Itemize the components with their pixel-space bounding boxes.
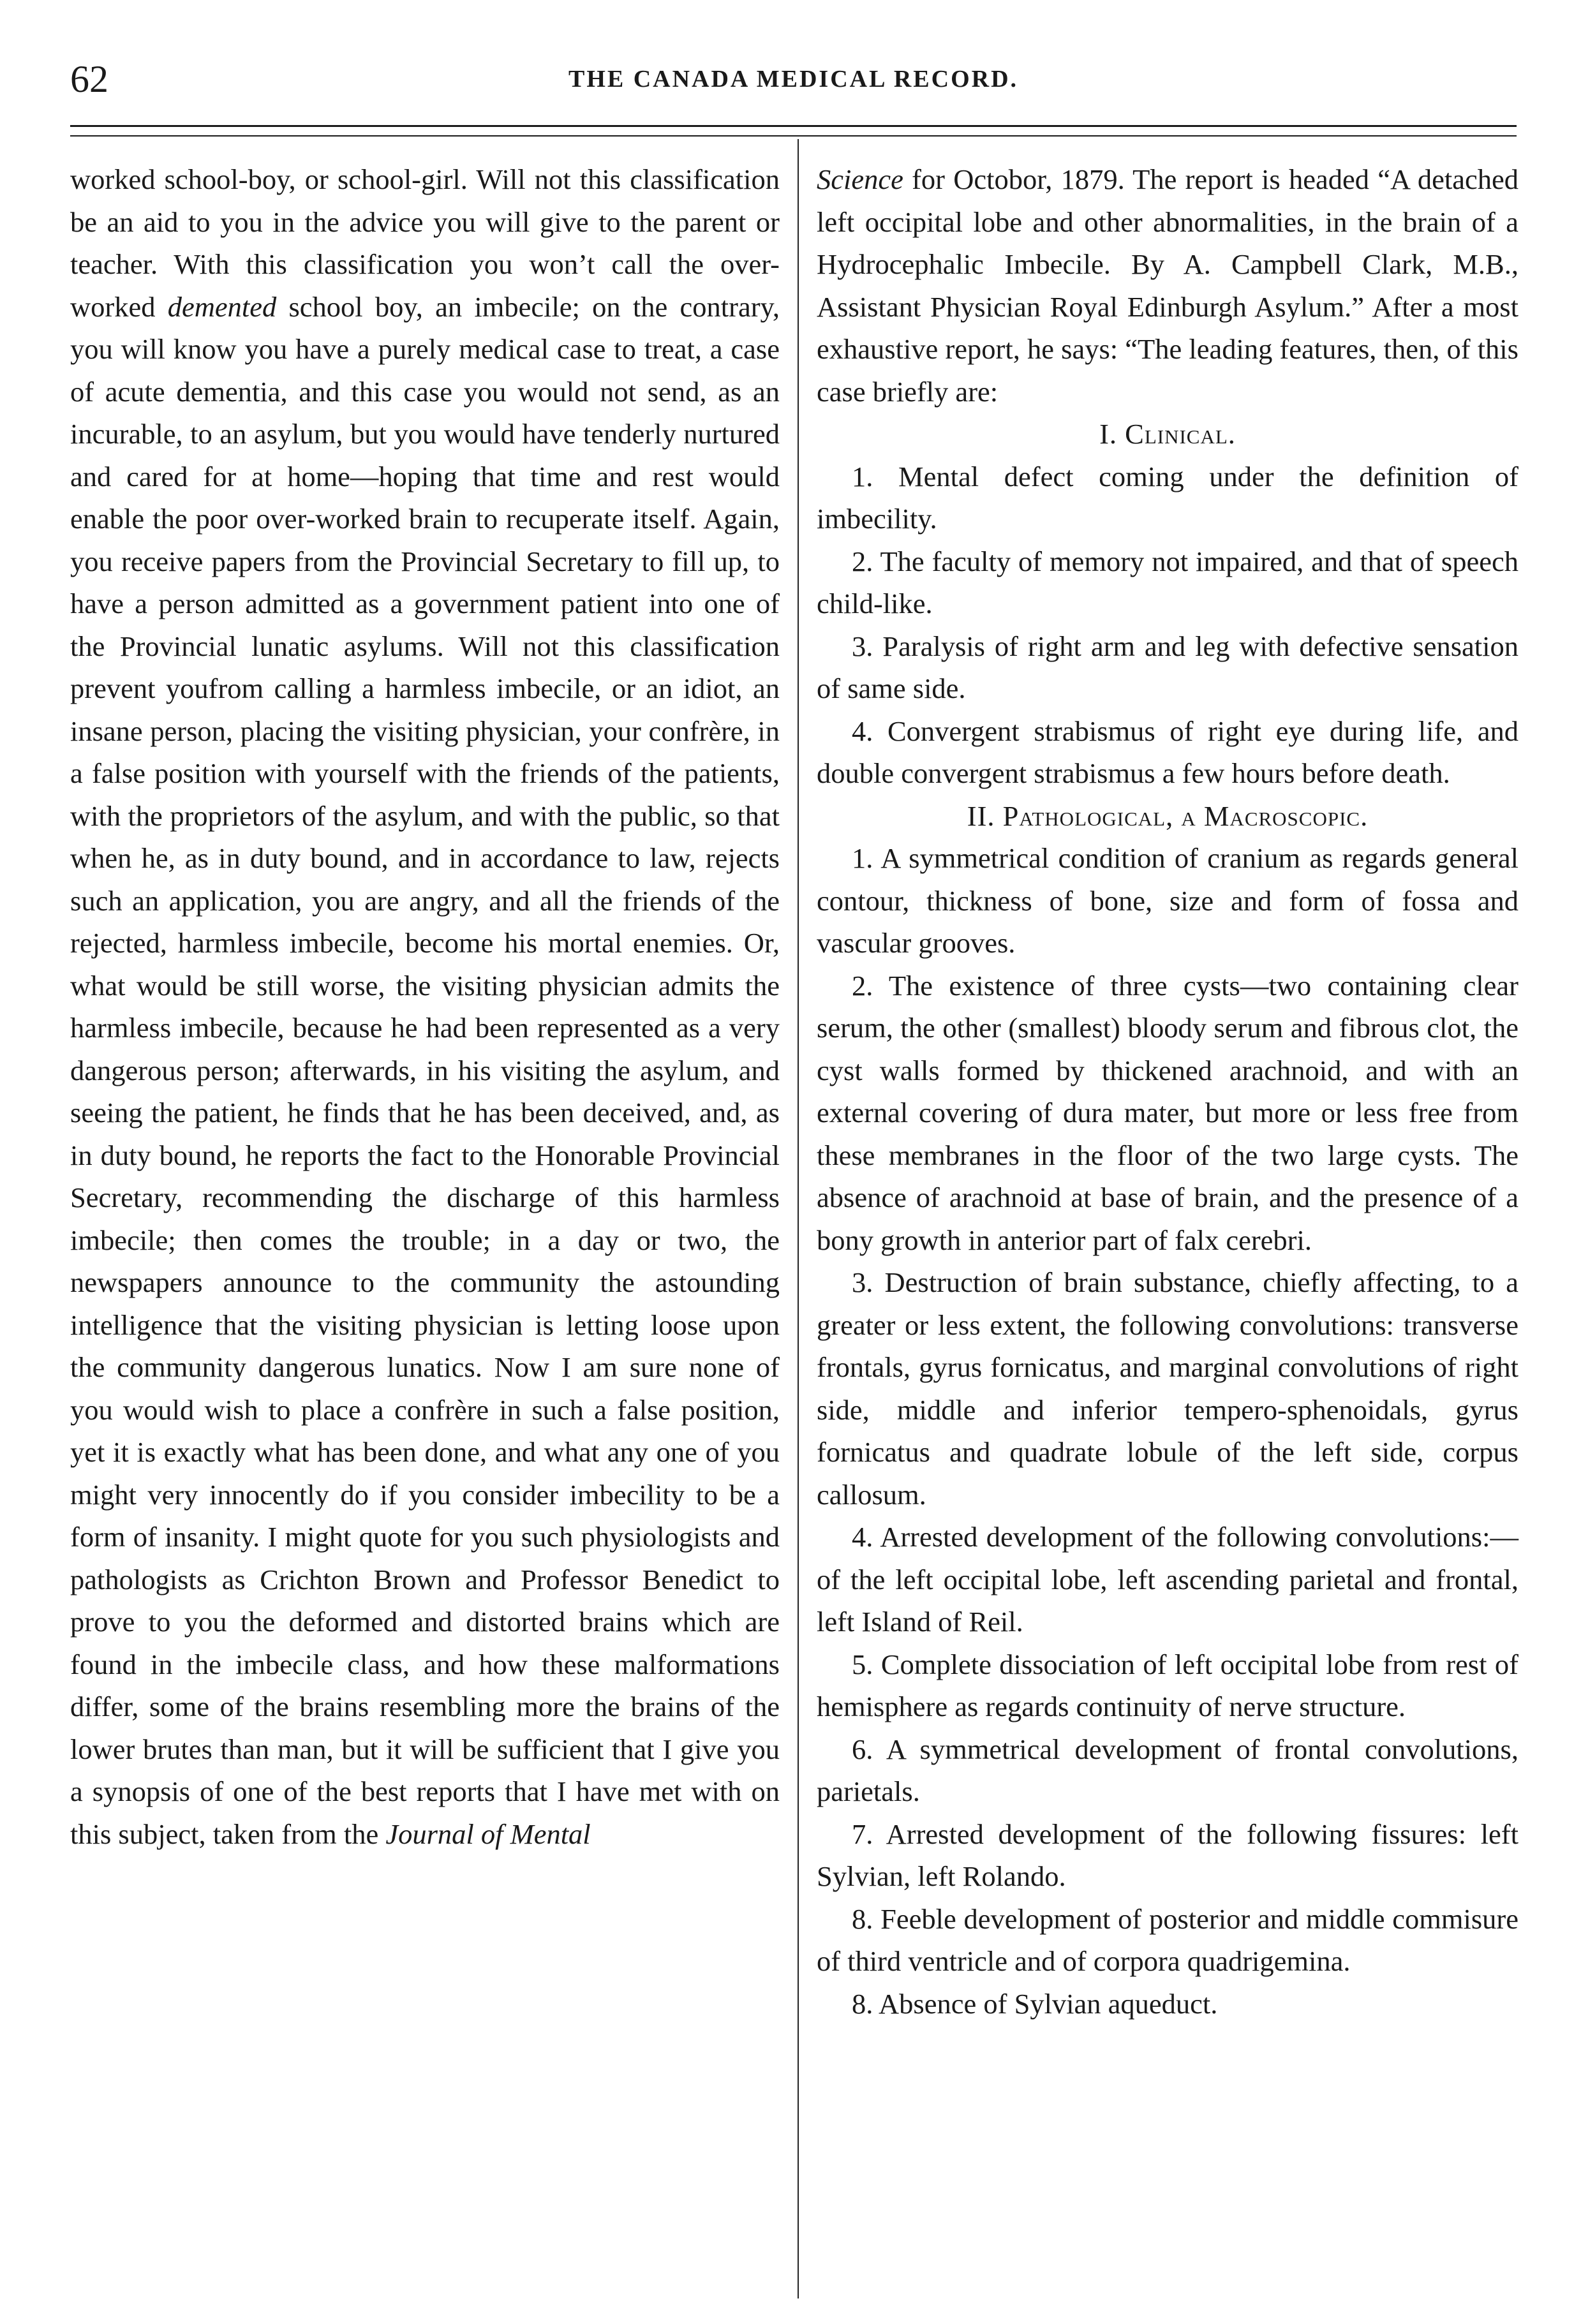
pathological-item: 5. Complete dissociation of left occipital lobe from rest of hemisphere as regards continuity of nerve structure. — [817, 1648, 1518, 1722]
pathological-item: 3. Destruction of brain substance, chiefly affecting, to a greater or less extent, the following convolutions: transverse frontals, gyrus fornicatus, and marginal convolutions of right side, middle and inferior tempero-sphenoidals, gyrus fornicatus and quadrate lobule of the left side, corpus callosum. — [817, 1266, 1518, 1511]
left-paragraph-text-2: school boy, an imbecile; on the contrary, you will know you have a purely medical case to treat, a case of acute dementia, and this case you would not send, as an incurable, to an asylum, but you would have tenderly nurtured and cared for at home—hoping that time and rest would enable the poor over-worked brain to recuperate itself. Again, you receive papers from the Provincial Secretary to fill up, to have a person admitted as a government patient into one of the Provincial lunatic asylums. Will not this classification prevent youfrom calling a harmless imbecile, or an idiot, an insane person, placing the visiting physician, your confrère, in a false position with yourself with the friends of the patients, with the proprietors of the asylum, and with the public, so that when he, as in duty bound, and in accordance to law, rejects such an application, you are angry, and all the friends of the rejected, harmless imbecile, become his mortal enemies. Or, what would be still worse, the visiting physician admits the harmless imbecile, because he had been represented as a very dangerous person; afterwards, in his visiting the asylum, and seeing the patient, he finds that he has been deceived, and, as in duty bound, he reports the fact to the Honorable Provincial Secretary, recommending the discharge of this harmless imbecile; then comes the trouble; in a day or two, the newspapers announce to the community the astounding intelligence that the visiting physician is letting loose upon the community dangerous lunatics. Now I am sure none of you would wish to place a confrère in such a false position, yet it is exactly what has been done, and what any one of you might very innocently do if you consider imbecility to be a form of insanity. I might quote for you such physiologists and pathologists as Crichton Brown and Professor Benedict to prove to you the deformed and distorted brains which are found in the imbecile class, and how these malformations differ, some of the brains resembling more the brains of the lower brutes than man, but it will be sufficient that I give you a synopsis of one of the best reports that I have met with on this subject, taken from the — [70, 290, 780, 1850]
intro-text: for Octobor, 1879. The report is headed “A detached left occipital lobe and other abnormalities, in the brain of a Hydrocephalic Imbecile. By A. Campbell Clark, M.B., Assistant Physician Royal Edinburgh Asylum.” After a most exhaustive report, he says: “The leading features, then, of this case briefly are: — [817, 163, 1518, 408]
pathological-item: 1. A symmetrical condition of cranium as regards general contour, thickness of bone, size and form of fossa and vascular grooves. — [817, 842, 1518, 959]
clinical-item: 1. Mental defect coming under the definition of imbecility. — [817, 460, 1518, 535]
section-heading-clinical: I. Clinical. — [1099, 418, 1236, 450]
left-column — [70, 158, 780, 1855]
left-paragraph-emphasis-1: demented — [167, 290, 277, 323]
column-divider — [798, 139, 799, 2298]
intro-paragraph — [817, 158, 1518, 413]
clinical-item: 2. The faculty of memory not impaired, and that of speech child-like. — [817, 545, 1518, 619]
header-rule-bottom — [70, 135, 1517, 137]
pathological-item: 2. The existence of three cysts—two containing clear serum, the other (smallest) bloody serum and fibrous clot, the cyst walls formed by thickened arachnoid, and with an external covering of dura mater, but more or less free from these membranes in the floor of the two large cysts. The absence of arachnoid at base of brain, and the presence of a bony growth in anterior part of falx cerebri. — [817, 969, 1518, 1256]
pathological-item: 8. Absence of Sylvian aqueduct. — [852, 1987, 1218, 2020]
running-title: THE CANADA MEDICAL RECORD. — [568, 66, 1019, 93]
page-number: 62 — [70, 58, 108, 100]
intro-journal-title: Science — [817, 163, 903, 195]
section-heading-pathological: II. Pathological, a Macroscopic. — [967, 799, 1369, 832]
pathological-item: 8. Feeble development of posterior and middle commisure of third ventricle and of corpora quadrigemina. — [817, 1902, 1518, 1977]
pathological-item: 6. A symmetrical development of frontal convolutions, parietals. — [817, 1733, 1518, 1807]
page-header — [70, 38, 1517, 108]
right-column — [817, 158, 1518, 2025]
pathological-item: 7. Arrested development of the following fissures: left Sylvian, left Rolando. — [817, 1817, 1518, 1892]
clinical-item: 4. Convergent strabismus of right eye during life, and double convergent strabismus a few hours before death. — [817, 714, 1518, 789]
left-paragraph-text-1: worked school-boy, or school-girl. Will not this classification be an aid to you in the advice you will give to the parent or teacher. With this classification you won’t call the over-worked — [70, 163, 780, 323]
left-paragraph — [70, 158, 780, 1855]
clinical-item: 3. Paralysis of right arm and leg with defective sensation of same side. — [817, 630, 1518, 704]
pathological-item: 4. Arrested development of the following convolutions:—of the left occipital lobe, left ascending parietal and frontal, left Island of Reil. — [817, 1521, 1518, 1638]
left-paragraph-emphasis-2: Journal of Mental — [385, 1817, 591, 1850]
header-rule-top — [70, 125, 1517, 127]
